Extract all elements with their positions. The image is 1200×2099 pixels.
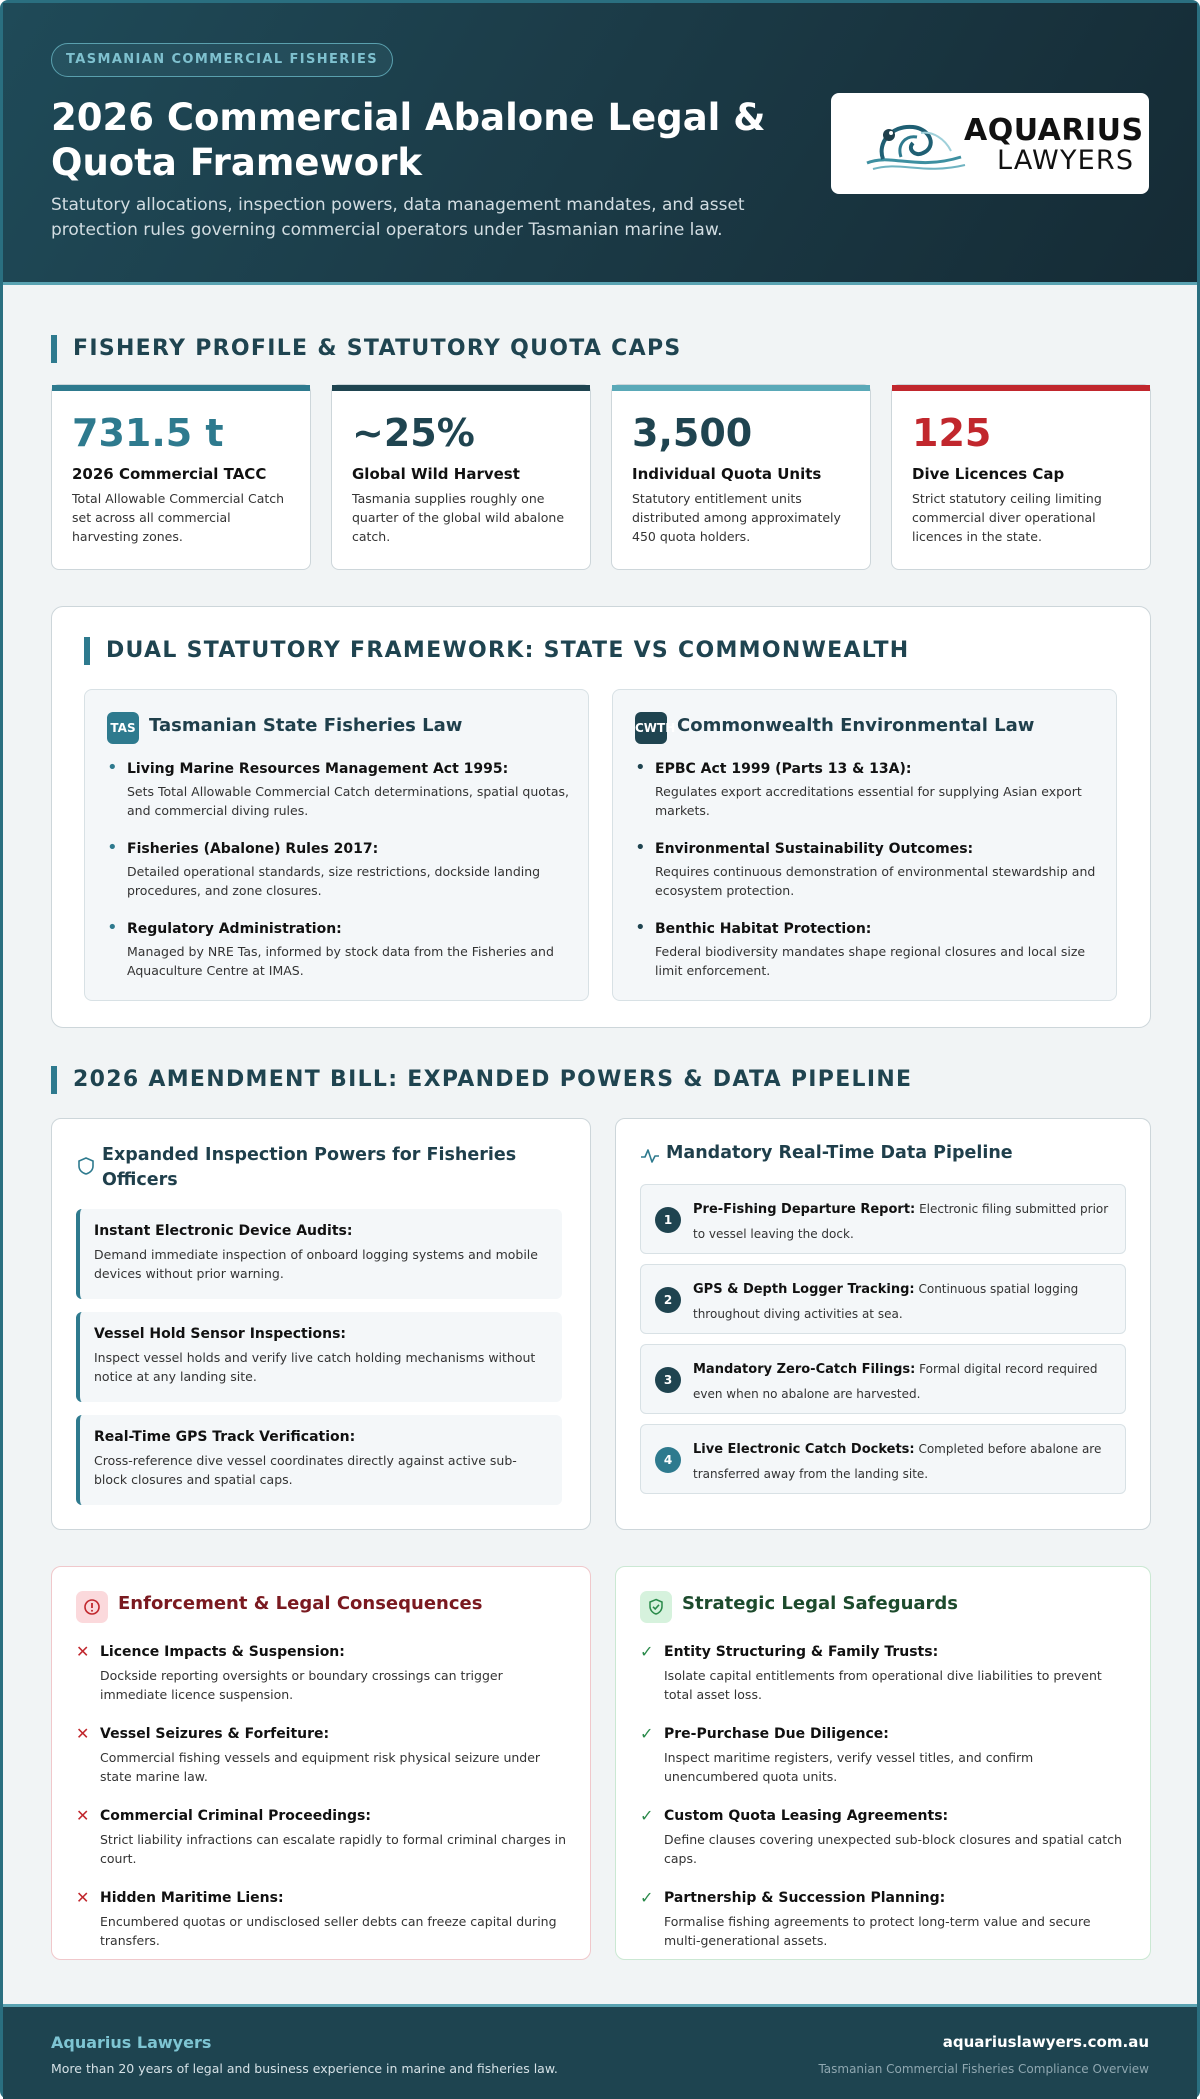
cross-icon: ✕ (76, 1888, 90, 1907)
cross-icon: ✕ (76, 1806, 90, 1825)
item-description: Inspect maritime registers, verify vessel titles, and confirm unencumbered quota units. (664, 1750, 1034, 1784)
power-item (76, 1312, 562, 1402)
stat-value: 3,500 (632, 411, 753, 455)
safeguard-badge (640, 1591, 672, 1623)
stat-label: Individual Quota Units (632, 465, 822, 483)
state-law-list (107, 757, 572, 1000)
item-description: Sets Total Allowable Commercial Catch determinations, spatial quotas, and commercial diving rules. (127, 784, 569, 818)
shield-icon (76, 1156, 96, 1176)
item-title: Partnership & Succession Planning: (664, 1890, 946, 1906)
step-description: Continuous spatial logging throughout diving activities at sea. (693, 1282, 1079, 1321)
stat-card-quota-units (611, 384, 871, 570)
footer-brand: Aquarius Lawyers (51, 2033, 212, 2052)
stat-value: ~25% (352, 411, 475, 455)
page-subtitle: Statutory allocations, inspection powers, data management mandates, and asset protection rules governing commercial operators under Tasmanian marine law. (51, 195, 745, 240)
stat-description: Total Allowable Commercial Catch set across all commercial harvesting zones. (72, 491, 285, 544)
item-description: Commercial fishing vessels and equipment risk physical seizure under state marine law. (100, 1750, 541, 1784)
item-description: Cross-reference dive vessel coordinates directly against active sub-block closures and spatial caps. (94, 1453, 517, 1487)
list-item (107, 837, 572, 900)
enforcement-list (76, 1643, 566, 1971)
state-law-heading: Tasmanian State Fisheries Law (149, 715, 463, 736)
step-description: Completed before abalone are transferred away from the landing site. (693, 1442, 1102, 1481)
power-item (76, 1415, 562, 1505)
bullet-icon: • (635, 917, 646, 938)
stat-value: 731.5 t (72, 411, 224, 455)
item-description: Federal biodiversity mandates shape regional closures and local size limit enforcement. (655, 944, 1086, 978)
item-title: Environmental Sustainability Outcomes: (655, 841, 974, 857)
amendment-section-title: 2026 AMENDMENT BILL: EXPANDED POWERS & DATA PIPELINE (51, 1066, 912, 1094)
step-title: Pre-Fishing Departure Report: (693, 1202, 916, 1217)
cwth-badge: CWTH (635, 712, 667, 744)
step-text (693, 1437, 1113, 1486)
logo-word-primary: AQUARIUS (964, 113, 1144, 148)
safeguards-card (615, 1566, 1151, 1960)
power-item (76, 1209, 562, 1299)
enforcement-heading: Enforcement & Legal Consequences (118, 1593, 483, 1614)
category-tag: TASMANIAN COMMERCIAL FISHERIES (51, 43, 393, 77)
pipeline-step (640, 1424, 1126, 1494)
item-title: Regulatory Administration: (127, 921, 342, 937)
item-description: Dockside reporting oversights or boundary crossings can trigger immediate licence suspension. (100, 1668, 503, 1702)
step-number: 3 (655, 1367, 681, 1393)
list-item (635, 917, 1100, 980)
footer-note: Tasmanian Commercial Fisheries Compliance Overview (818, 2062, 1149, 2076)
stat-description: Strict statutory ceiling limiting commercial diver operational licences in the state. (912, 491, 1102, 544)
step-text (693, 1357, 1113, 1406)
list-item (640, 1725, 1130, 1786)
item-description: Define clauses covering unexpected sub-block closures and spatial catch caps. (664, 1832, 1122, 1866)
item-description: Isolate capital entitlements from operational dive liabilities to prevent total asset loss. (664, 1668, 1102, 1702)
item-title: Benthic Habitat Protection: (655, 921, 872, 937)
data-pipeline-card (615, 1118, 1151, 1530)
profile-section-title: FISHERY PROFILE & STATUTORY QUOTA CAPS (51, 335, 682, 363)
stat-label: Global Wild Harvest (352, 465, 520, 483)
step-text (693, 1197, 1113, 1246)
tas-badge: TAS (107, 712, 139, 744)
list-item (635, 837, 1100, 900)
item-title: Licence Impacts & Suspension: (100, 1644, 345, 1660)
step-number: 4 (655, 1447, 681, 1473)
check-icon: ✓ (640, 1888, 654, 1907)
inspection-powers-heading: Expanded Inspection Powers for Fisheries Officers (102, 1145, 517, 1190)
item-description: Encumbered quotas or undisclosed seller debts can freeze capital during transfers. (100, 1914, 557, 1948)
step-number: 2 (655, 1287, 681, 1313)
step-description: Electronic filing submitted prior to vessel leaving the dock. (693, 1202, 1109, 1241)
commonwealth-law-panel (612, 689, 1117, 1001)
list-item (76, 1889, 566, 1950)
item-title: Vessel Seizures & Forfeiture: (100, 1726, 330, 1742)
list-item (76, 1643, 566, 1704)
item-description: Formalise fishing agreements to protect long-term value and secure multi-generational assets. (664, 1914, 1091, 1948)
item-title: Instant Electronic Device Audits: (94, 1223, 353, 1239)
step-title: Live Electronic Catch Dockets: (693, 1442, 915, 1457)
stat-label: Dive Licences Cap (912, 465, 1065, 483)
page-title: 2026 Commercial Abalone Legal & Quota Framework (51, 96, 766, 184)
stat-card-accent-bar (892, 385, 1150, 391)
stat-card-dive-licences (891, 384, 1151, 570)
commonwealth-law-list (635, 757, 1100, 1000)
list-item (107, 917, 572, 980)
stat-card-tacc (51, 384, 311, 570)
alert-badge (76, 1591, 108, 1623)
item-description: Requires continuous demonstration of environmental stewardship and ecosystem protection. (655, 864, 1096, 898)
safeguards-list (640, 1643, 1130, 1971)
list-item (640, 1643, 1130, 1704)
list-item (640, 1889, 1130, 1950)
item-title: Fisheries (Abalone) Rules 2017: (127, 841, 379, 857)
activity-pulse-icon (640, 1146, 660, 1166)
bullet-icon: • (107, 757, 118, 778)
item-title: Vessel Hold Sensor Inspections: (94, 1326, 347, 1342)
commonwealth-law-heading: Commonwealth Environmental Law (677, 715, 1035, 736)
item-title: Entity Structuring & Family Trusts: (664, 1644, 939, 1660)
pipeline-step (640, 1264, 1126, 1334)
item-title: Custom Quota Leasing Agreements: (664, 1808, 949, 1824)
footer (3, 2004, 1197, 2099)
stat-card-accent-bar (52, 385, 310, 391)
logo-word-secondary: LAWYERS (997, 145, 1135, 176)
stat-label: 2026 Commercial TACC (72, 465, 267, 483)
step-description: Formal digital record required even when no abalone are harvested. (693, 1362, 1098, 1401)
stat-card-global-harvest (331, 384, 591, 570)
item-title: Living Marine Resources Management Act 1995: (127, 761, 509, 777)
footer-tagline: More than 20 years of legal and business experience in marine and fisheries law. (51, 2061, 558, 2076)
check-icon: ✓ (640, 1806, 654, 1825)
check-icon: ✓ (640, 1724, 654, 1743)
step-title: GPS & Depth Logger Tracking: (693, 1282, 915, 1297)
stat-value: 125 (912, 411, 992, 455)
stat-description: Statutory entitlement units distributed among approximately 450 quota holders. (632, 491, 841, 544)
safeguards-heading: Strategic Legal Safeguards (682, 1593, 959, 1614)
pipeline-step (640, 1344, 1126, 1414)
shield-check-icon (647, 1598, 665, 1616)
list-item (76, 1725, 566, 1786)
dual-section-title: DUAL STATUTORY FRAMEWORK: STATE VS COMMONWEALTH (84, 637, 910, 665)
item-description: Demand immediate inspection of onboard logging systems and mobile devices without prior warning. (94, 1247, 538, 1281)
list-item (635, 757, 1100, 820)
footer-website-link[interactable]: aquariuslawyers.com.au (942, 2033, 1149, 2051)
stat-card-accent-bar (332, 385, 590, 391)
item-title: EPBC Act 1999 (Parts 13 & 13A): (655, 761, 912, 777)
logo (831, 93, 1149, 194)
cross-icon: ✕ (76, 1724, 90, 1743)
item-description: Strict liability infractions can escalate rapidly to formal criminal charges in court. (100, 1832, 566, 1866)
bullet-icon: • (635, 837, 646, 858)
enforcement-card (51, 1566, 591, 1960)
data-pipeline-heading: Mandatory Real-Time Data Pipeline (666, 1143, 1013, 1163)
header (3, 3, 1197, 285)
item-description: Detailed operational standards, size restrictions, dockside landing procedures, and zone closures. (127, 864, 541, 898)
alert-circle-icon (83, 1598, 101, 1616)
stat-card-accent-bar (612, 385, 870, 391)
item-title: Real-Time GPS Track Verification: (94, 1429, 356, 1445)
stat-description: Tasmania supplies roughly one quarter of the global wild abalone catch. (352, 491, 565, 544)
inspection-powers-card (51, 1118, 591, 1530)
list-item (107, 757, 572, 820)
cross-icon: ✕ (76, 1642, 90, 1661)
item-description: Inspect vessel holds and verify live catch holding mechanisms without notice at any landing site. (94, 1350, 536, 1384)
bullet-icon: • (107, 917, 118, 938)
dual-framework-panel (51, 606, 1151, 1028)
item-title: Hidden Maritime Liens: (100, 1890, 284, 1906)
bullet-icon: • (107, 837, 118, 858)
state-law-panel (84, 689, 589, 1001)
list-item (76, 1807, 566, 1868)
check-icon: ✓ (640, 1642, 654, 1661)
step-text (693, 1277, 1113, 1326)
item-description: Regulates export accreditations essential for supplying Asian export markets. (655, 784, 1082, 818)
item-title: Commercial Criminal Proceedings: (100, 1808, 371, 1824)
pipeline-step (640, 1184, 1126, 1254)
step-number: 1 (655, 1207, 681, 1233)
item-title: Pre-Purchase Due Diligence: (664, 1726, 889, 1742)
step-title: Mandatory Zero-Catch Filings: (693, 1362, 916, 1377)
bullet-icon: • (635, 757, 646, 778)
list-item (640, 1807, 1130, 1868)
wave-logo-icon (861, 113, 971, 175)
item-description: Managed by NRE Tas, informed by stock data from the Fisheries and Aquaculture Centre at IMAS. (127, 944, 554, 978)
